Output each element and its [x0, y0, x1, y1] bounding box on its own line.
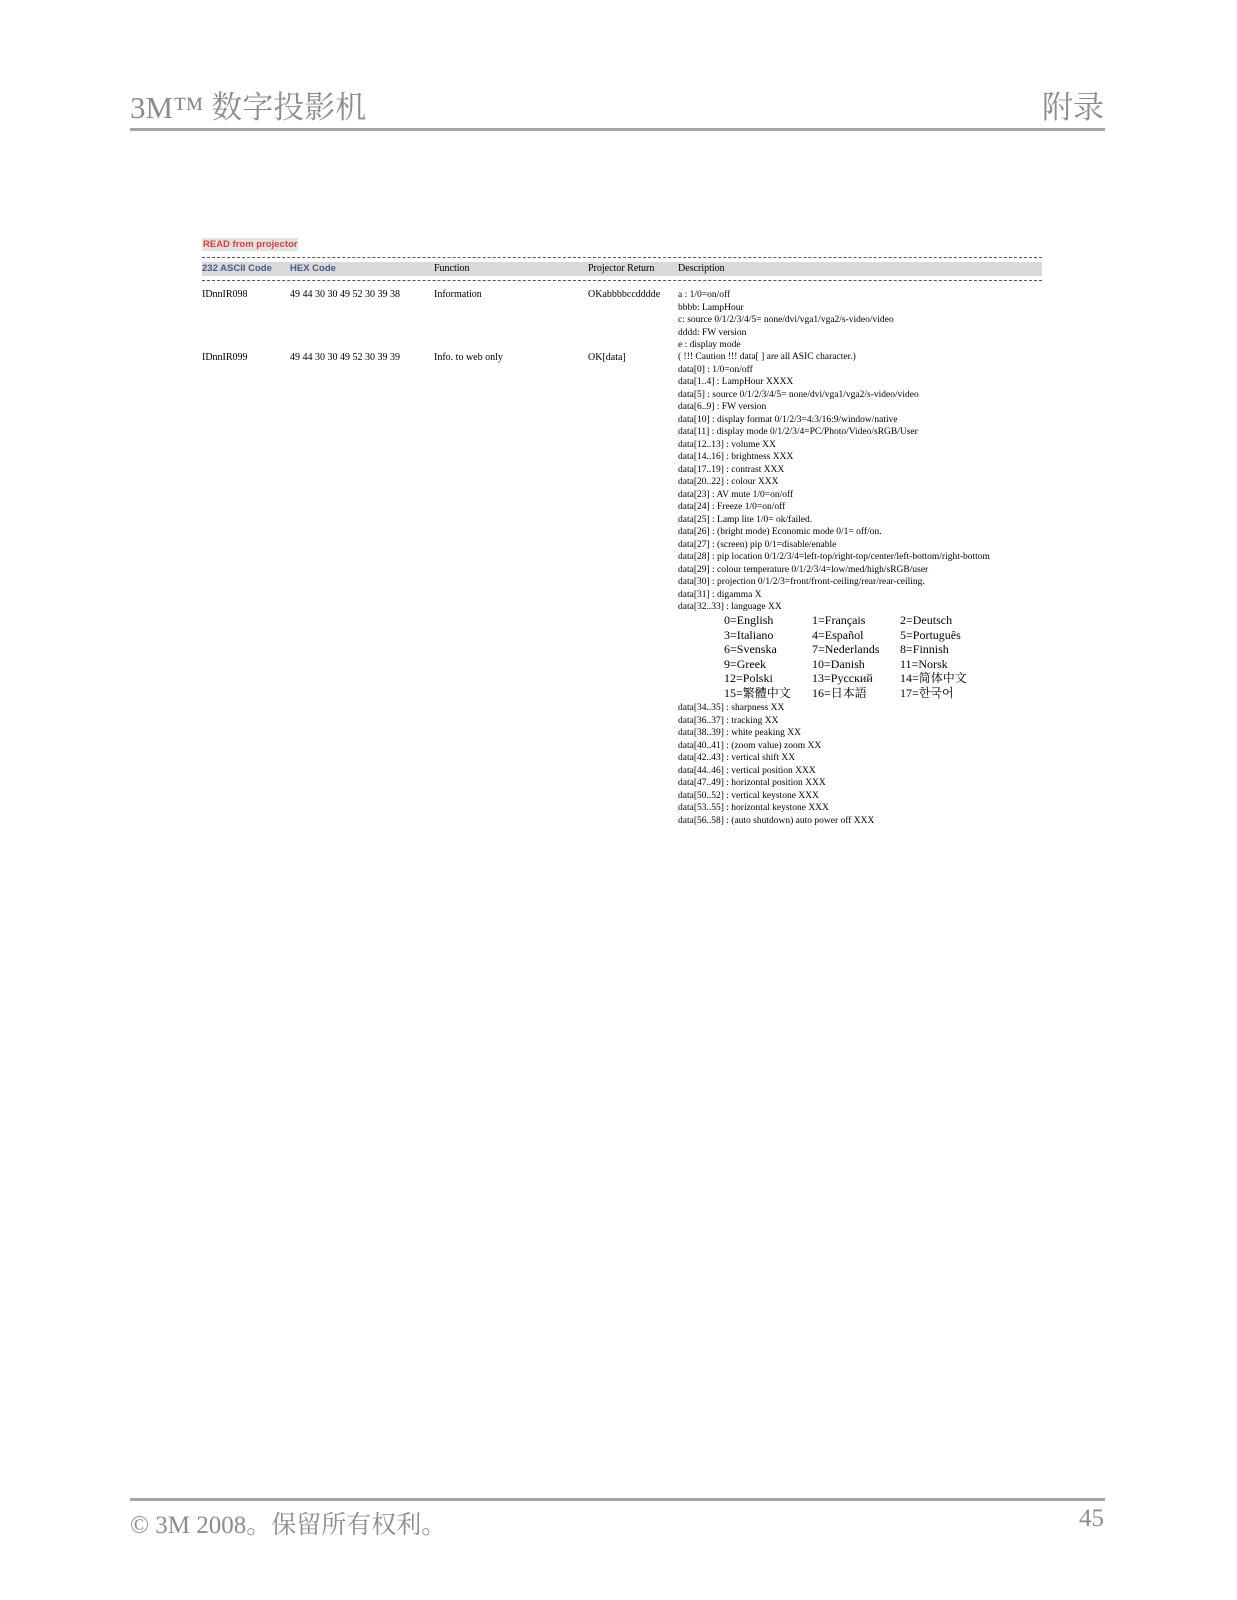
description-line: data[17..19] : contrast XXX [678, 464, 785, 475]
description-line: data[28] : pip location 0/1/2/3/4=left-top/right-top/center/left-bottom/right-bottom [678, 552, 990, 562]
description-line: a : 1/0=on/off [678, 290, 731, 300]
description-line: data[20..22] : colour XXX [678, 477, 779, 487]
language-option: 7=Nederlands [812, 642, 880, 656]
page-number: 45 [1079, 1505, 1104, 1532]
description-line: dddd: FW version [678, 327, 747, 338]
language-option: 9=Greek [724, 657, 767, 671]
table-cell-hex: 49 44 30 30 49 52 30 39 39 [290, 352, 400, 363]
description-line: data[25] : Lamp lite 1/0= ok/failed. [678, 514, 813, 525]
description-line: data[34..35] : sharpness XX [678, 703, 785, 713]
footer-divider [130, 1498, 1105, 1501]
description-line: data[44..46] : vertical position XXX [678, 765, 816, 776]
description-line: e : display mode [678, 340, 741, 350]
description-line: data[42..43] : vertical shift XX [678, 753, 796, 763]
table-cell-hex: 49 44 30 30 49 52 30 39 38 [290, 289, 400, 300]
table-cell-ascii: IDnnIR098 [202, 289, 248, 300]
language-option: 11=Norsk [900, 657, 948, 671]
table-cell-return: OKabbbbccdddde [588, 289, 661, 300]
language-option: 1=Français [812, 613, 866, 627]
description-line: data[30] : projection 0/1/2/3=front/front-ceiling/rear/rear-ceiling. [678, 577, 925, 587]
table-cell-ascii: IDnnIR099 [202, 352, 248, 363]
language-option: 0=English [724, 613, 774, 627]
description-line: data[53..55] : horizontal keystone XXX [678, 803, 829, 813]
language-option: 16=日本語 [812, 686, 867, 700]
description-line: data[11] : display mode 0/1/2/3/4=PC/Photo/Video/sRGB/User [678, 427, 918, 437]
description-line: data[38..39] : white peaking XX [678, 728, 801, 738]
description-line: data[50..52] : vertical keystone XXX [678, 790, 819, 801]
section-title: 附录 [1042, 90, 1104, 125]
document-title: 3M™ 数字投影机 [130, 90, 367, 125]
table-cell-description [678, 351, 1098, 831]
table-cell-function: Info. to web only [434, 352, 503, 363]
column-header-return: Projector Return [588, 263, 655, 274]
table-cell-function: Information [434, 289, 482, 300]
language-option: 5=Português [900, 628, 961, 642]
table-top-rule [202, 257, 1042, 258]
description-line: data[47..49] : horizontal position XXX [678, 778, 826, 788]
description-line: data[40..41] : (zoom value) zoom XX [678, 740, 822, 751]
description-line: data[26] : (bright mode) Economic mode 0/1= off/on. [678, 527, 882, 537]
description-line: data[29] : colour temperature 0/1/2/3/4=low/med/high/sRGB/user [678, 564, 929, 575]
description-line: data[27] : (screen) pip 0/1=disable/enable [678, 539, 837, 550]
language-option: 15=繁體中文 [724, 686, 791, 700]
language-option: 4=Español [812, 628, 864, 642]
language-option: 17=한국어 [900, 686, 954, 700]
description-line: data[0] : 1/0=on/off [678, 364, 753, 375]
column-header-hex: HEX Code [290, 263, 336, 274]
description-line: data[31] : digamma X [678, 589, 762, 600]
description-line: ( !!! Caution !!! data[ ] are all ASIC character.) [678, 352, 856, 362]
table-caption: READ from projector [203, 239, 298, 250]
description-line: data[56..58] : (auto shutdown) auto power off XXX [678, 815, 875, 826]
language-option: 8=Finnish [900, 642, 949, 656]
language-option: 13=Русский [812, 671, 873, 685]
description-line: bbbb: LampHour [678, 302, 744, 313]
language-option: 10=Danish [812, 657, 865, 671]
description-line: data[6..9] : FW version [678, 402, 767, 412]
language-option: 14=简体中文 [900, 671, 967, 685]
description-line: data[12..13] : volume XX [678, 439, 776, 450]
language-option: 2=Deutsch [900, 613, 953, 627]
description-line: data[10] : display format 0/1/2/3=4:3/16:9/window/native [678, 414, 898, 425]
description-line: data[24] : Freeze 1/0=on/off [678, 502, 786, 512]
language-option: 6=Svenska [724, 642, 777, 656]
copyright-text: © 3M 2008。保留所有权利。 [130, 1512, 447, 1539]
table-header-rule [202, 280, 1042, 281]
column-header-function: Function [434, 263, 470, 274]
description-line: data[14..16] : brightness XXX [678, 452, 794, 462]
column-header-description: Description [678, 263, 725, 274]
header-divider [130, 128, 1105, 131]
description-line: data[1..4] : LampHour XXXX [678, 377, 794, 387]
column-header-ascii: 232 ASCII Code [202, 263, 272, 274]
language-option: 12=Polski [724, 671, 773, 685]
language-option: 3=Italiano [724, 628, 774, 642]
description-line: data[36..37] : tracking XX [678, 715, 779, 726]
description-line: c: source 0/1/2/3/4/5= none/dvi/vga1/vga2/s-video/video [678, 315, 894, 325]
description-line: data[32..33] : language XX [678, 602, 782, 612]
table-cell-description [678, 289, 1078, 351]
table-cell-return: OK[data] [588, 352, 626, 363]
description-line: data[5] : source 0/1/2/3/4/5= none/dvi/vga1/vga2/s-video/video [678, 389, 919, 400]
description-line: data[23] : AV mute 1/0=on/off [678, 489, 794, 500]
